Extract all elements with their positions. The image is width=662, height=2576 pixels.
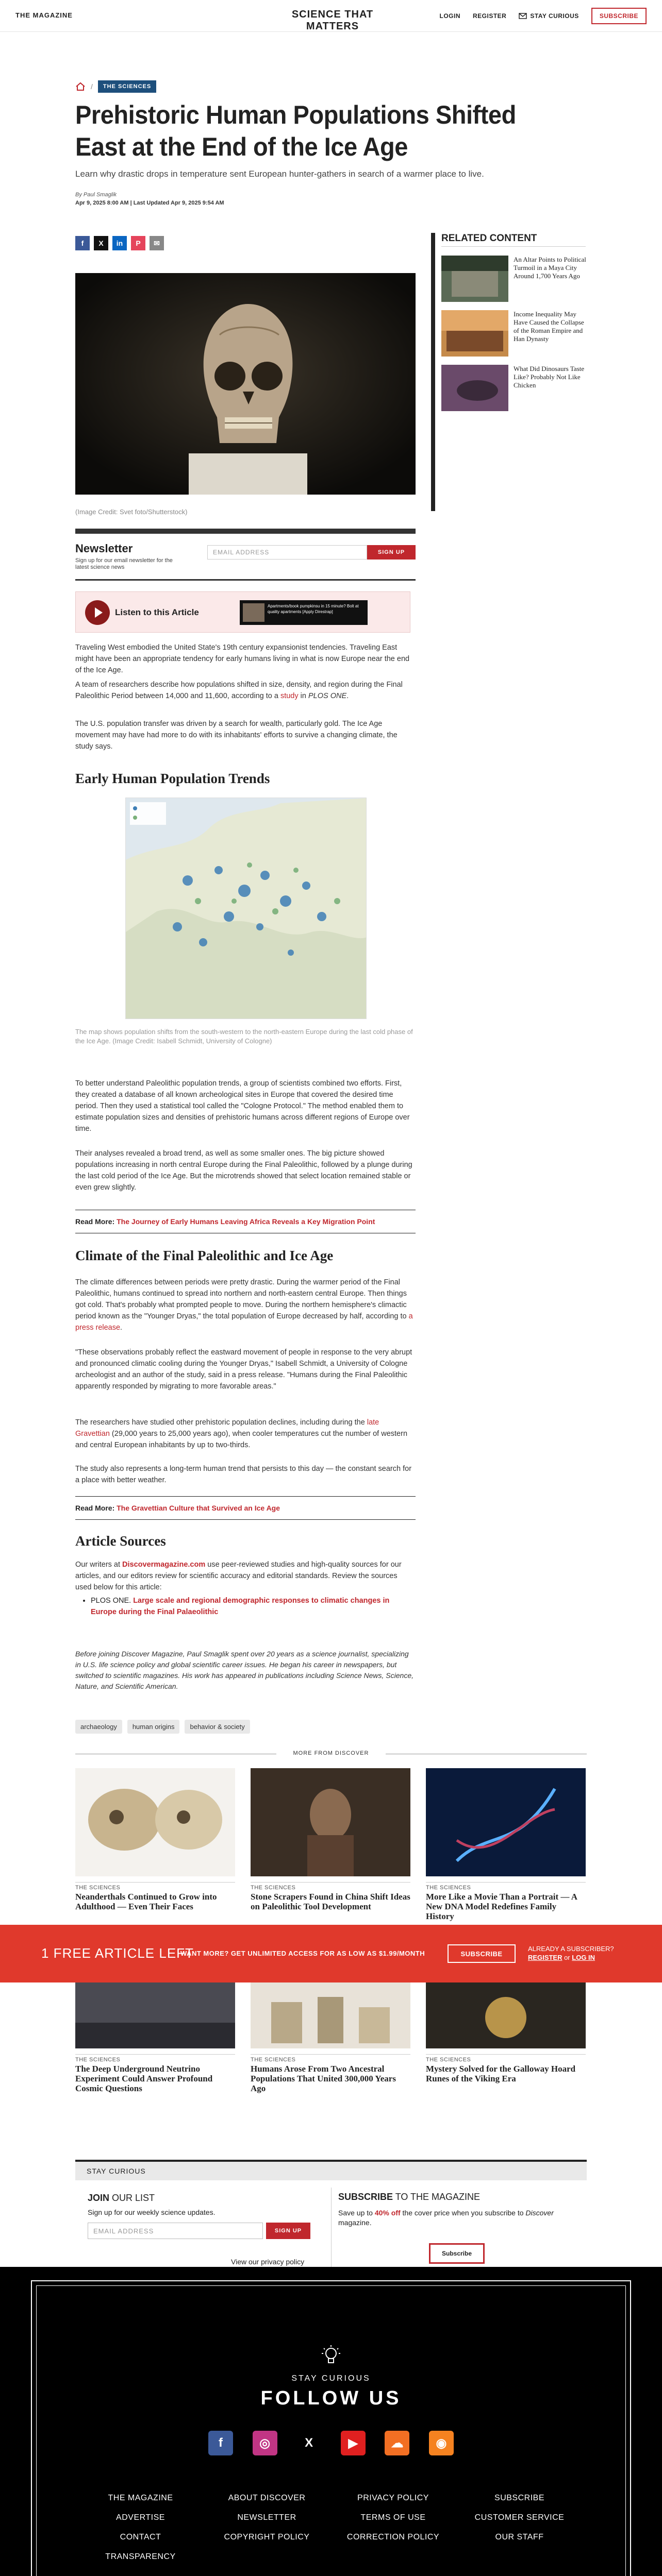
related-item-title: What Did Dinosaurs Taste Like? Probably Not Like Chicken [514, 365, 585, 389]
byline[interactable]: By Paul Smaglik [75, 192, 117, 198]
paragraph: The U.S. population transfer was driven by a search for wealth, particularly gold. The Ice Age movement may have had more to do with its inhabitants' efforts to survive a changing climate, the study says. [75, 720, 398, 751]
x-icon[interactable]: X [296, 2431, 321, 2455]
footer-link[interactable]: OUR STAFF [495, 2533, 544, 2541]
card-image-neanderthal [75, 1768, 235, 1876]
paywall-banner [0, 1925, 662, 1982]
more-card[interactable] [251, 1981, 410, 2093]
discover-link[interactable]: Discovermagazine.com [122, 1561, 206, 1569]
text-run: A team of researchers describe how populations shifted in size, density, and region during the Final Paleolithic Period between 14,000 and 11,600, according to a [75, 681, 403, 700]
card-category: THE SCIENCES [75, 1882, 235, 1891]
join-word: JOIN [88, 2193, 110, 2203]
x-icon[interactable]: X [94, 236, 108, 250]
site-footer [0, 2267, 662, 2576]
footer-link[interactable]: TRANSPARENCY [105, 2552, 176, 2561]
journal-name: PLOS ONE [308, 692, 347, 700]
paragraph: The study also represents a long-term human trend that persists to this day — the constant search for a place with better weather. [75, 1465, 412, 1484]
newsletter-title: Newsletter [75, 542, 133, 555]
more-card[interactable] [426, 1981, 586, 2083]
home-icon[interactable] [75, 82, 86, 91]
subscribe-magazine-title [338, 2192, 480, 2202]
breadcrumb-separator: / [91, 82, 93, 91]
europe-map-image [126, 798, 367, 1019]
section-heading: Article Sources [75, 1533, 166, 1549]
footer-follow-us: FOLLOW US [260, 2387, 402, 2409]
already-subscriber-label: ALREADY A SUBSCRIBER? [528, 1945, 614, 1953]
subscribe-rest: TO THE MAGAZINE [393, 2192, 481, 2202]
register-link[interactable]: REGISTER [473, 12, 507, 20]
text-run: the cover price when you subscribe to [400, 2209, 526, 2217]
paywall-offer: WANT MORE? GET UNLIMITED ACCESS FOR AS LOW AS $1.99/MONTH [180, 1950, 425, 1957]
discount: 40% off [374, 2209, 401, 2217]
press-release-link[interactable]: a press release [75, 1312, 413, 1332]
related-thumb-dinosaur [441, 365, 508, 411]
join-list-title [88, 2193, 155, 2204]
footer-link[interactable]: COPYRIGHT POLICY [224, 2533, 310, 2541]
play-icon[interactable] [85, 600, 110, 625]
section-rule [75, 579, 416, 581]
free-articles-count: 1 FREE ARTICLE LEFT [41, 1945, 194, 1961]
card-title: Humans Arose From Two Ancestral Populations That United 300,000 Years Ago [251, 2064, 396, 2093]
lightbulb-icon [320, 2344, 342, 2367]
section-heading: Early Human Population Trends [75, 771, 270, 786]
subscribe-magazine-desc [338, 2208, 560, 2228]
footer-link[interactable]: THE MAGAZINE [108, 2494, 173, 2502]
paragraph [75, 1277, 416, 1333]
read-more-label: Read More: [75, 1217, 117, 1226]
email-icon[interactable]: ✉ [150, 236, 164, 250]
stay-curious-link[interactable] [519, 12, 578, 20]
card-category: THE SCIENCES [75, 2054, 235, 2063]
article-title: Prehistoric Human Populations Shifted East at the End of the Ice Age [75, 100, 516, 161]
card-title: More Like a Movie Than a Portrait — A New DNA Model Redefines Family History [426, 1892, 577, 1921]
related-item-title: Income Inequality May Have Caused the Collapse of the Roman Empire and Han Dynasty [514, 310, 584, 343]
card-image-scrapers [251, 1768, 410, 1876]
footer-link[interactable]: CUSTOMER SERVICE [474, 2513, 565, 2522]
source-item [91, 1595, 410, 1618]
paragraph: Traveling West embodied the United State's 19th century expansionist tendencies. Traveling East might have been an appropriate tendency for early humans living in what is now Europe near the end of the Ice Age. [75, 643, 410, 674]
join-signup-button[interactable]: SIGN UP [266, 2223, 310, 2239]
share-bar [75, 236, 164, 250]
banner-login-link[interactable]: LOG IN [572, 1954, 595, 1961]
paragraph [75, 679, 416, 702]
read-more [75, 1496, 416, 1520]
instagram-icon[interactable]: ◎ [253, 2431, 277, 2455]
map-caption: The map shows population shifts from the south-western to the north-eastern Europe during the last cold phase of the Ice Age. (Image Credit: Isabell Schmidt, University of Cologne) [75, 1028, 413, 1045]
stay-curious-box [75, 2160, 587, 2278]
site-logo[interactable]: SCIENCE THAT MATTERS [291, 9, 374, 32]
card-category: THE SCIENCES [251, 1882, 410, 1891]
audio-label: Listen to this Article [115, 607, 199, 617]
or-text: or [562, 1954, 572, 1961]
banner-register-link[interactable]: REGISTER [528, 1954, 562, 1961]
card-title: Stone Scrapers Found in China Shift Ideas on Paleolithic Tool Development [251, 1892, 410, 1911]
sources-list [91, 1595, 410, 1618]
footer-link[interactable]: NEWSLETTER [237, 2513, 296, 2522]
category-tag[interactable]: THE SCIENCES [98, 80, 156, 93]
more-card[interactable] [75, 1768, 235, 1911]
text-run: Save up to [338, 2209, 375, 2217]
text-run: Our writers at [75, 1561, 123, 1569]
article-dates: Apr 9, 2025 8:00 AM | Last Updated Apr 9, 2025 9:54 AM [75, 200, 224, 206]
hero-image [75, 273, 416, 495]
card-image-viking [426, 1981, 586, 2048]
read-more [75, 1210, 416, 1233]
card-image-ancestral [251, 1981, 410, 2048]
tag-list [75, 1720, 250, 1734]
sidebar-rule [431, 233, 435, 511]
paragraph: To better understand Paleolithic population trends, a group of scientists combined two efforts. First, they created a database of all known archeological sites in Europe that covered the desired time period. Then they used a statistical tool called the "Cologne Protocol." The method enabled them to estimate population sizes and densities of prehistoric humans across different regions of Europe over time. [75, 1079, 410, 1133]
newsletter-signup-button[interactable]: SIGN UP [367, 545, 416, 560]
header-nav [440, 7, 647, 25]
text-run: in [298, 692, 308, 700]
footer-link[interactable]: PRIVACY POLICY [357, 2494, 429, 2502]
privacy-policy-link[interactable]: View our privacy policy [231, 2258, 305, 2266]
read-more-label: Read More: [75, 1504, 117, 1512]
more-from-discover-label: MORE FROM DISCOVER [75, 1750, 587, 1757]
auth-links [528, 1953, 614, 1962]
newsletter-email-input[interactable]: EMAIL ADDRESS [207, 545, 367, 560]
text-run: use peer-reviewed studies and high-quality sources for our articles, and our editors review for scientific accuracy and editorial standards. Review the sources used below for this article: [75, 1561, 402, 1591]
read-more-link[interactable]: The Gravettian Culture that Survived an Ice Age [117, 1504, 280, 1512]
join-rest: OUR LIST [109, 2193, 155, 2203]
related-thumb-altar [441, 256, 508, 302]
section-rule [75, 529, 416, 534]
join-desc: Sign up for our weekly science updates. [88, 2208, 216, 2216]
magazine-name: Discover [525, 2209, 554, 2217]
footer-link[interactable]: CORRECTION POLICY [346, 2533, 440, 2541]
footer-link[interactable]: TERMS OF USE [360, 2513, 426, 2522]
site-header [0, 0, 662, 32]
card-category: THE SCIENCES [426, 1882, 586, 1891]
card-title: The Deep Underground Neutrino Experiment Could Answer Profound Cosmic Questions [75, 2064, 213, 2093]
footer-link[interactable]: ADVERTISE [116, 2513, 165, 2522]
stay-curious-label: STAY CURIOUS [75, 2162, 587, 2180]
paragraph: "These observations probably reflect the eastward movement of people in response to the very abrupt and pronounced climatic cooling during the Younger Dryas," Isabell Schmidt, a University of Cologne archeologist and an author of the study, said in a press release. "Humans during the Final Paleolithic apparently responded by migrating to more favorable areas." [75, 1348, 412, 1391]
related-item[interactable] [441, 365, 591, 416]
youtube-icon[interactable]: ▶ [341, 2431, 366, 2455]
source-journal: PLOS ONE. [91, 1597, 134, 1605]
text-run: . [346, 692, 349, 700]
soundcloud-icon[interactable]: ☁ [385, 2431, 409, 2455]
image-credit: (Image Credit: Svet foto/Shutterstock) [75, 508, 188, 516]
newsletter-desc: Sign up for our email newsletter for the latest science news [75, 557, 173, 570]
read-more-link[interactable]: The Journey of Early Humans Leaving Africa Reveals a Key Migration Point [117, 1217, 375, 1226]
more-card[interactable] [75, 1981, 235, 2093]
text-run: The climate differences between periods were pretty drastic. During the warmer period of the Final Paleolithic, humans continued to spread into northern and north-eastern central Europe. Then things got cold. That's probably what prompted people to move. During the northern hemisphere's climactic period known as the "Younger Dryas," the total population of Europe decreased by half, according to [75, 1278, 409, 1320]
tag[interactable]: archaeology [75, 1720, 122, 1734]
join-email-input[interactable]: EMAIL ADDRESS [88, 2223, 263, 2239]
text-run: (29,000 years to 25,000 years ago), when cooler temperatures cut the number of western and central European inhabitants by up to two-thirds. [75, 1430, 408, 1449]
late-gravettian-link[interactable]: late Gravettian [75, 1418, 379, 1438]
footer-stay-curious: STAY CURIOUS [291, 2374, 371, 2383]
related-content-title: RELATED CONTENT [441, 233, 586, 247]
footer-link[interactable]: CONTACT [120, 2533, 161, 2541]
subscribe-button[interactable]: SUBSCRIBE [591, 8, 647, 24]
facebook-icon[interactable]: f [75, 236, 90, 250]
footer-links [77, 2494, 583, 2562]
rss-icon[interactable]: ◉ [429, 2431, 454, 2455]
study-link[interactable]: study [280, 692, 299, 700]
card-image-dna [426, 1768, 586, 1876]
newsletter-block [75, 542, 416, 573]
audio-player [75, 591, 410, 633]
envelope-icon [519, 12, 527, 20]
the-magazine-link[interactable]: THE MAGAZINE [15, 11, 73, 19]
related-thumb-rome [441, 310, 508, 357]
card-image-neutrino [75, 1981, 235, 2048]
card-title: Mystery Solved for the Galloway Hoard Runes of the Viking Era [426, 2064, 576, 2083]
paragraph: Their analyses revealed a broad trend, as well as some smaller ones. The big picture showed populations increasing in north central Europe during the Final Paleolithic, followed by a plunge during the last cold period of the Ice Age. But the microtrends showed that select location remained stable or even grew slightly. [75, 1149, 412, 1192]
stay-curious-label: STAY CURIOUS [530, 12, 579, 20]
more-card[interactable] [426, 1768, 586, 1921]
linkedin-icon[interactable]: in [112, 236, 127, 250]
footer-link[interactable]: SUBSCRIBE [494, 2494, 544, 2502]
social-links [208, 2431, 454, 2455]
text-run: magazine. [338, 2218, 372, 2227]
population-map [125, 798, 367, 1019]
text-run: The researchers have studied other prehistoric population declines, including during the [75, 1418, 367, 1427]
section-heading: Climate of the Final Paleolithic and Ice Age [75, 1248, 334, 1263]
skull-image [75, 273, 416, 495]
sources-intro [75, 1559, 416, 1593]
article-subtitle: Learn why drastic drops in temperature sent European hunter-gathers in search of a warmer place to live. [75, 169, 484, 179]
related-item-title: An Altar Points to Political Turmoil in a Maya City Around 1,700 Years Ago [514, 256, 586, 280]
already-subscriber [528, 1944, 614, 1962]
more-card[interactable] [251, 1768, 410, 1911]
login-link[interactable]: LOGIN [439, 12, 460, 20]
pocket-icon[interactable]: P [131, 236, 145, 250]
divider [331, 2188, 332, 2270]
card-category: THE SCIENCES [251, 2054, 410, 2063]
tag[interactable]: behavior & society [185, 1720, 250, 1734]
magazine-subscribe-button[interactable]: Subscribe [429, 2243, 485, 2264]
source-link[interactable]: Large scale and regional demographic responses to climatic changes in Europe during the Final Palaeolithic [91, 1597, 390, 1616]
text-run: . [120, 1324, 123, 1332]
facebook-icon[interactable]: f [208, 2431, 233, 2455]
card-category: THE SCIENCES [426, 2054, 586, 2063]
tag[interactable]: human origins [127, 1720, 180, 1734]
card-title: Neanderthals Continued to Grow into Adulthood — Even Their Faces [75, 1892, 217, 1911]
audio-ad[interactable]: Apartments/book pumpkinsu in 15 minute? Bolt at quality apartments [Apply Direstrap] [240, 600, 368, 625]
subscribe-word: SUBSCRIBE [338, 2192, 393, 2202]
related-item[interactable] [441, 310, 591, 362]
breadcrumb [75, 80, 156, 93]
footer-link[interactable]: ABOUT DISCOVER [228, 2494, 306, 2502]
banner-subscribe-button[interactable]: SUBSCRIBE [448, 1944, 516, 1963]
author-bio: Before joining Discover Magazine, Paul Smaglik spent over 20 years as a science journalist, specializing in U.S. life science policy and global scientific career issues. He began his career in newspapers, but switched to scientific magazines. His work has appeared in publications including Science News, Science, Nature, and Scientific American. [75, 1650, 413, 1690]
related-item[interactable] [441, 256, 591, 307]
paragraph [75, 1417, 416, 1451]
